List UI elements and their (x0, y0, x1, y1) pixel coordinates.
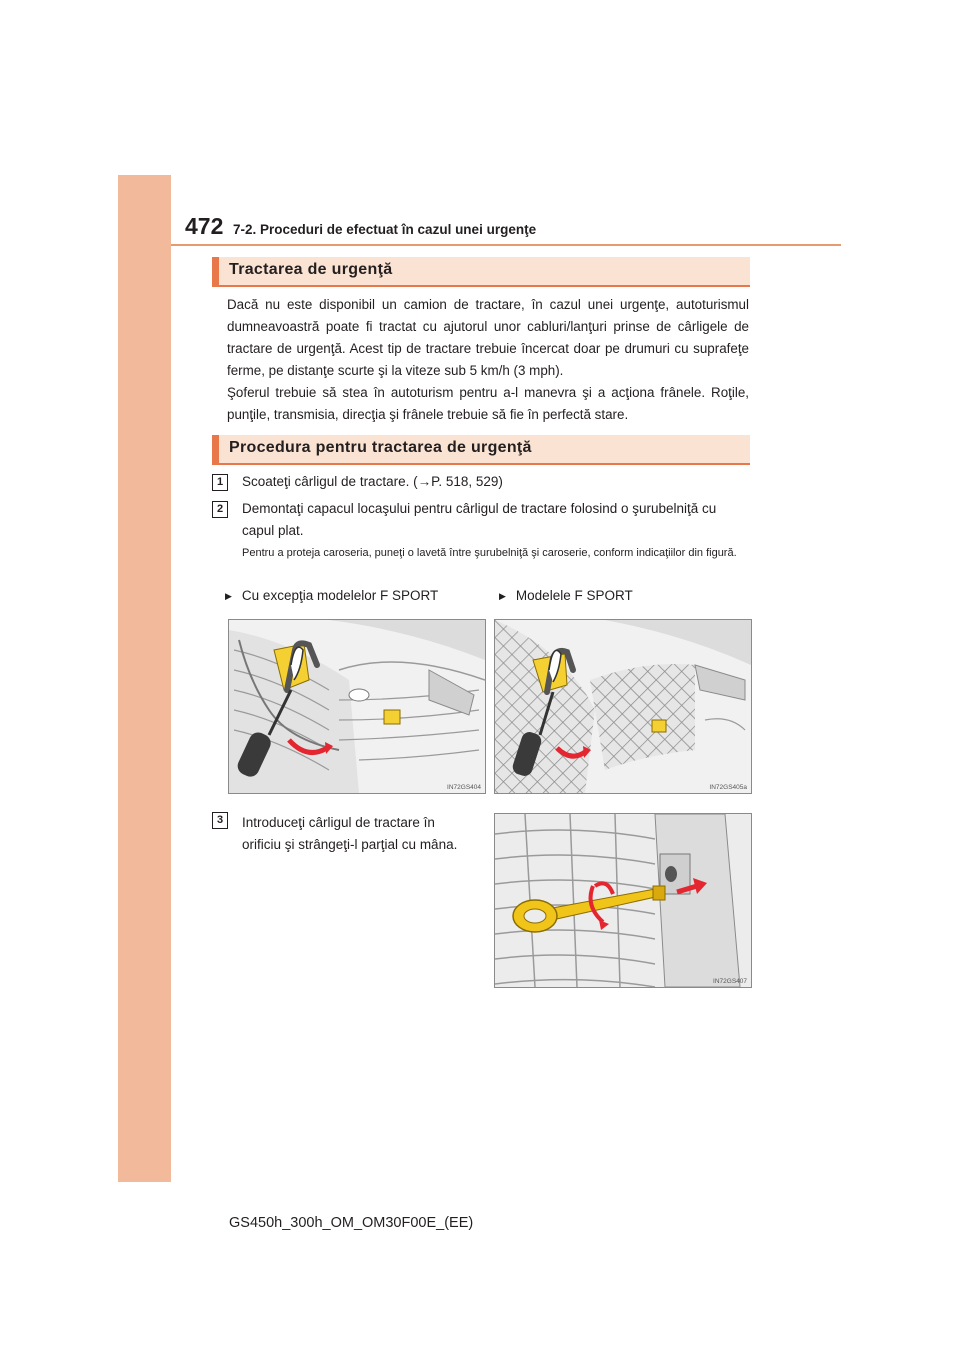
page-number: 472 (185, 213, 224, 239)
document-id-footer: GS450h_300h_OM_OM30F00E_(EE) (229, 1215, 474, 1231)
chapter-side-band (118, 175, 171, 1182)
triangle-bullet-icon: ▶ (225, 591, 232, 601)
step-3-text: Introduceţi cârligul de tractare în orificiu şi strângeţi-l parţial cu mâna. (242, 815, 458, 852)
section-heading-procedure (212, 435, 750, 465)
variant-label-standard: ▶ Cu excepţia modelelor F SPORT (225, 588, 439, 603)
step-2-note: Pentru a proteja caroseria, puneţi o lavetă între şurubelniţă şi caroserie, conform indicaţiilor din figură. (242, 547, 737, 559)
intro-paragraph: Dacă nu este disponibil un camion de tractare, în cazul unei urgenţe, autoturismul dumneavoastră poate fi tractat cu ajutorul unor cabluri/lanţuri prinse de cârligele de tractare de urgenţă. Acest tip de tractare trebuie încercat doar pe drumuri cu suprafeţe ferme, pe distanţe scurte şi la viteze sub 5 km/h (3 mph). (227, 297, 749, 378)
step-badge-2: 2 (212, 501, 228, 518)
figure-insert-tow-hook (494, 813, 752, 988)
section-heading-text: Tractarea de urgenţă (229, 261, 393, 278)
figure-remove-cover-fsport (494, 619, 752, 794)
driver-paragraph: Şoferul trebuie să stea în autoturism pentru a-l manevra şi a acţiona frânele. Roţile, punţile, transmisia, direcţia şi frânele trebuie să fie în perfectă stare. (227, 385, 749, 422)
section-heading-emergency-towing (212, 257, 750, 287)
bumper-illustration (229, 620, 485, 793)
header-rule (171, 244, 841, 246)
step-badge-1: 1 (212, 474, 228, 491)
tow-hook-illustration (495, 814, 751, 987)
step-2-text: Demontaţi capacul locaşului pentru cârligul de tractare folosind o şurubelniţă cu capul plat. (242, 501, 717, 538)
step-badge-3: 3 (212, 812, 228, 829)
section-heading-text: Procedura pentru tractarea de urgenţă (229, 439, 532, 456)
figure-code: IN72GS405a (709, 784, 747, 791)
figure-code: IN72GS407 (713, 978, 747, 985)
variant-label-fsport: ▶ Modelele F SPORT (499, 588, 633, 603)
chapter-title: 7-2. Proceduri de efectuat în cazul unei urgenţe (233, 222, 537, 237)
figure-code: IN72GS404 (447, 784, 481, 791)
bumper-illustration (495, 620, 751, 793)
step-1-text: Scoateţi cârligul de tractare. (→P. 518, 529) (242, 474, 503, 489)
triangle-bullet-icon: ▶ (499, 591, 506, 601)
figure-remove-cover-standard (228, 619, 486, 794)
